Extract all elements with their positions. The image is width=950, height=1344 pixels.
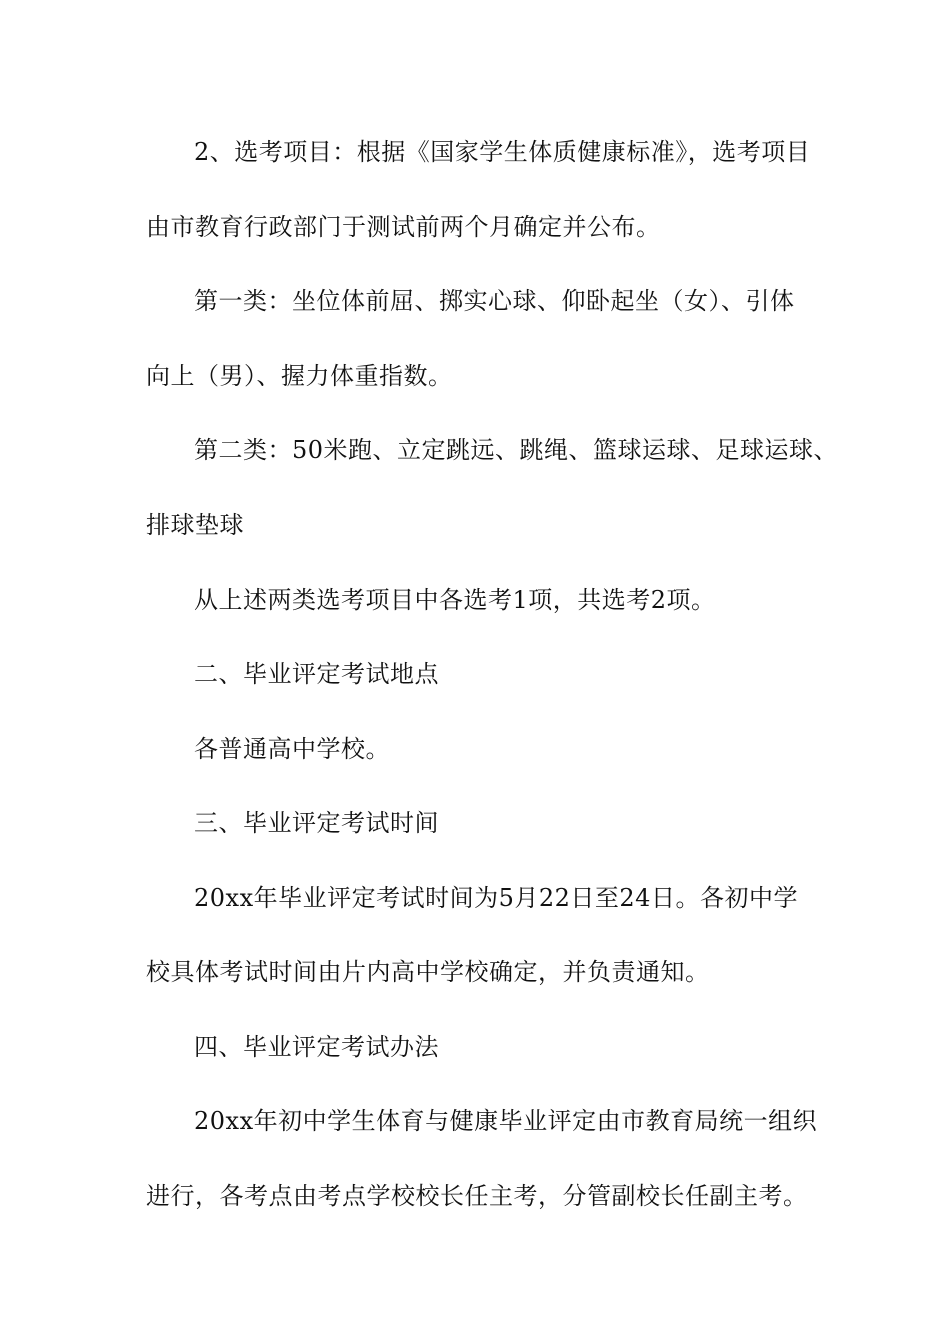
section-heading: 二、毕业评定考试地点 — [194, 660, 439, 688]
paragraph-line: 2、选考项目：根据《国家学生体质健康标准》，选考项目 — [194, 138, 811, 166]
paragraph-line: 20xx年初中学生体育与健康毕业评定由市教育局统一组织 — [194, 1107, 818, 1135]
paragraph-line: 向上（男）、握力体重指数。 — [146, 362, 453, 390]
paragraph-line: 进行，各考点由考点学校校长任主考，分管副校长任副主考。 — [146, 1182, 808, 1210]
section-heading: 四、毕业评定考试办法 — [194, 1033, 439, 1061]
paragraph-line: 第一类：坐位体前屈、掷实心球、仰卧起坐（女）、引体 — [194, 287, 795, 315]
paragraph-line: 从上述两类选考项目中各选考1项，共选考2项。 — [194, 586, 716, 614]
paragraph-line: 由市教育行政部门于测试前两个月确定并公布。 — [146, 213, 661, 241]
paragraph-line: 20xx年毕业评定考试时间为5月22日至24日。各初中学 — [194, 884, 798, 912]
paragraph-line: 排球垫球 — [146, 511, 244, 539]
paragraph-line: 第二类：50米跑、立定跳远、跳绳、篮球运球、足球运球、 — [194, 436, 839, 464]
paragraph-line: 校具体考试时间由片内高中学校确定，并负责通知。 — [146, 958, 710, 986]
paragraph-line: 各普通高中学校。 — [194, 735, 390, 763]
section-heading: 三、毕业评定考试时间 — [194, 809, 439, 837]
